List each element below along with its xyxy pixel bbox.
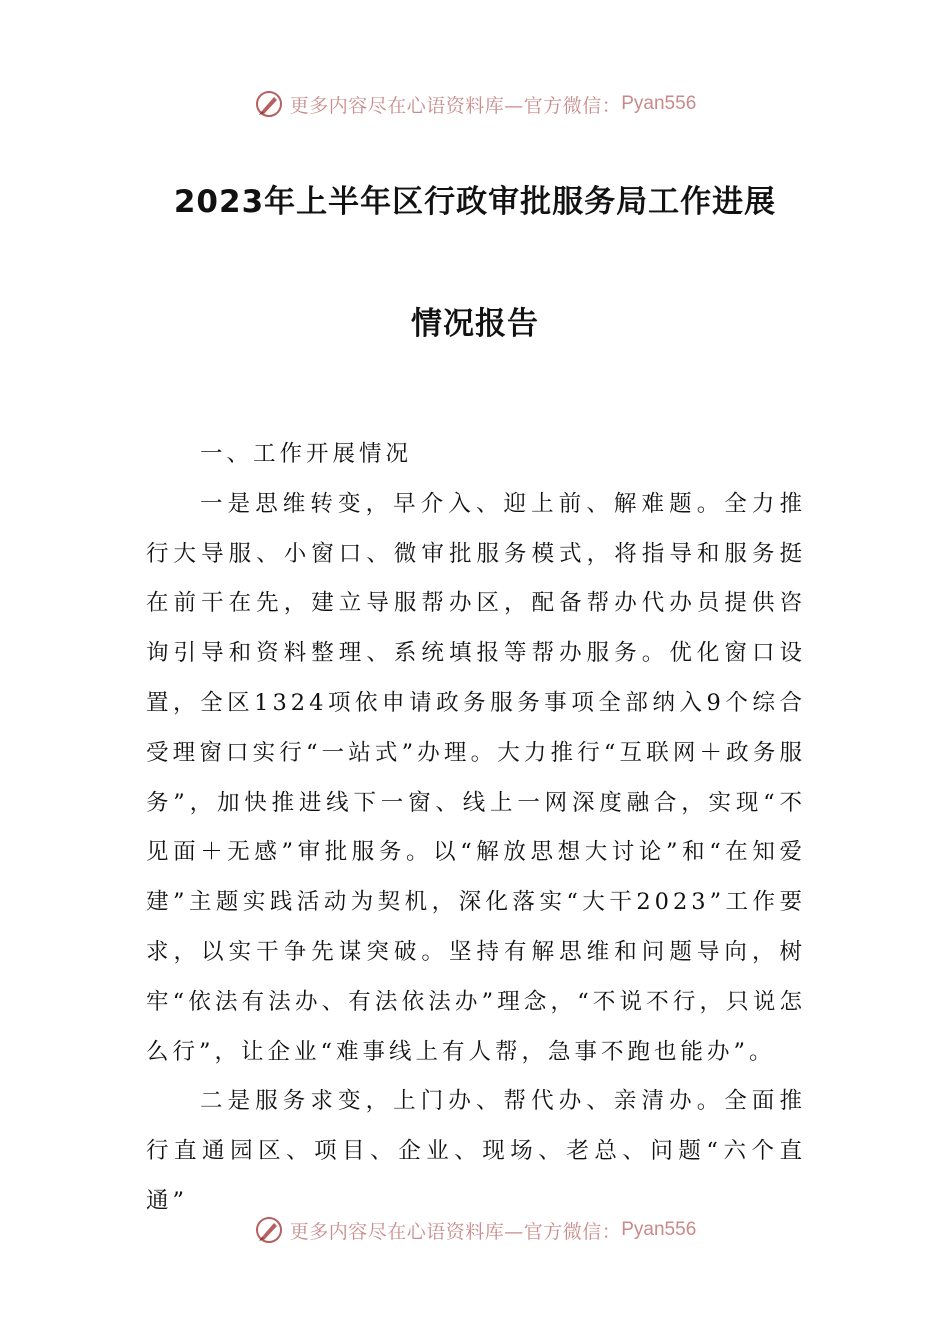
document-body — [146, 430, 806, 1227]
watermark-wechat-id: Pyan556 — [621, 93, 697, 114]
document-title-line-2: 情况报告 — [411, 306, 539, 342]
section-heading: 一、工作开展情况 — [200, 441, 413, 467]
document-title-line-1: 2023年上半年区行政审批服务局工作进展 — [173, 184, 777, 220]
watermark-wechat-id: Pyan556 — [621, 1219, 697, 1240]
watermark-footer — [0, 1210, 950, 1250]
body-paragraph: 一是思维转变，早介入、迎上前、解难题。全力推行大导服、小窗口、微审批服务模式，将指导和服务挺在前干在先，建立导服帮办区，配备帮办代办员提供咨询引导和资料整理、系统填报等帮办服务。优化窗口设置，全区1324项依申请政务服务事项全部纳入9个综合受理窗口实行“一站式”办理。大力推行“互联网＋政务服务”，加快推进线下一窗、线上一网深度融合，实现“不见面＋无感”审批服务。以“解放思想大讨论”和“在知爱建”主题实践活动为契机，深化落实“大干2023”工作要求，以实干争先谋突破。坚持有解思维和问题导向，树牢“依法有法办、有法依法办”理念，“不说不行，只说怎么行”，让企业“难事线上有人帮，急事不跑也能办”。 — [146, 490, 806, 1065]
pen-logo-icon — [254, 89, 284, 119]
watermark-text: 更多内容尽在心语资料库—官方微信： — [289, 94, 622, 117]
watermark-text: 更多内容尽在心语资料库—官方微信： — [289, 1220, 622, 1243]
watermark-header — [0, 84, 950, 124]
body-paragraph: 二是服务求变，上门办、帮代办、亲清办。全面推行直通园区、项目、企业、现场、老总、问题“六个直通” — [146, 1088, 806, 1214]
pen-logo-icon — [254, 1215, 284, 1245]
